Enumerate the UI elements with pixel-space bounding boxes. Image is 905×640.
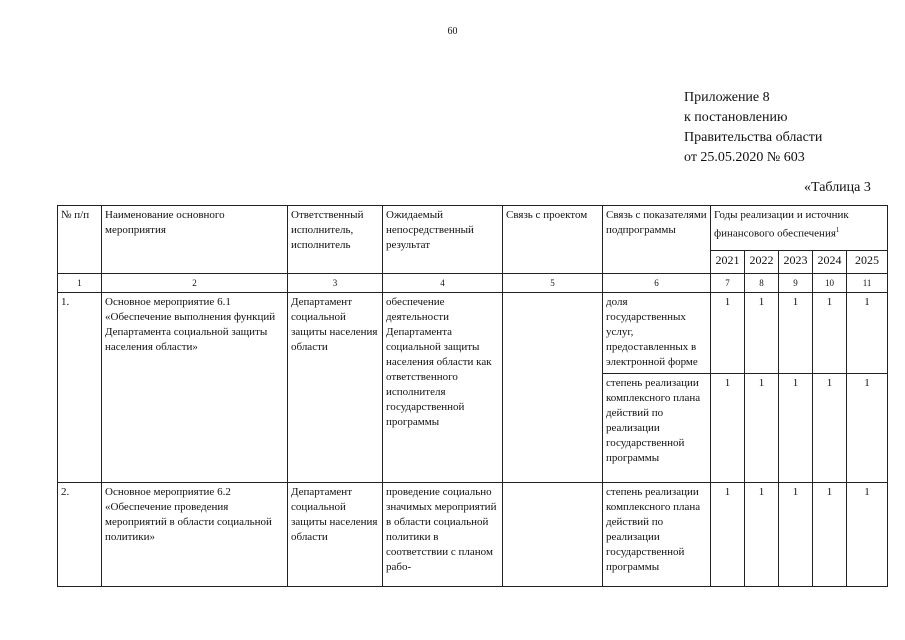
row-name: Основное мероприятие 6.1 «Обеспечение выполнения функций Департамента социальной защиты населения области» [102, 293, 288, 483]
header-years-group [711, 206, 888, 251]
header-name: Наименование основного мероприятия [102, 206, 288, 274]
column-number: 1 [58, 274, 102, 293]
page-number: 60 [447, 26, 458, 37]
header-result: Ожидаемый непосредственный результат [383, 206, 503, 274]
row-executor: Департамент социальной защиты населения области [288, 483, 383, 587]
row-result: проведение социально значимых мероприятий в области социальной политики в соответствии с планом рабо- [383, 483, 503, 587]
year-value: 1 [847, 483, 888, 587]
appendix-line: к постановлению [684, 110, 788, 125]
header-num: № п/п [58, 206, 102, 274]
row-indicator: доля государственных услуг, предоставленных в электронной форме [603, 293, 711, 374]
appendix-line: от 25.05.2020 № 603 [684, 150, 805, 165]
table-row [58, 293, 888, 374]
year-value: 1 [847, 374, 888, 483]
row-indicator: степень реализации комплексного плана действий по реализации государственной программы [603, 374, 711, 483]
year-value: 1 [711, 374, 745, 483]
column-number: 7 [711, 274, 745, 293]
row-name: Основное мероприятие 6.2 «Обеспечение проведения мероприятий в области социальной политики» [102, 483, 288, 587]
table-label: «Таблица 3 [804, 180, 871, 195]
appendix-heading [684, 88, 822, 168]
appendix-line: Правительства области [684, 130, 823, 145]
year-value: 1 [813, 483, 847, 587]
header-years-group-text: Годы реализации и источник финансового обеспечения [714, 209, 849, 240]
column-number: 3 [288, 274, 383, 293]
row-num: 1. [58, 293, 102, 483]
footnote-mark: 1 [835, 226, 840, 234]
year-value: 1 [813, 374, 847, 483]
year-value: 1 [813, 293, 847, 374]
year-value: 1 [745, 483, 779, 587]
year-value: 1 [711, 483, 745, 587]
year-value: 1 [847, 293, 888, 374]
measures-table [57, 205, 888, 587]
header-year: 2024 [813, 251, 847, 274]
column-number: 10 [813, 274, 847, 293]
table-row [58, 483, 888, 587]
header-row [58, 206, 888, 251]
appendix-line: Приложение 8 [684, 90, 770, 105]
header-project: Связь с проектом [503, 206, 603, 274]
year-value: 1 [745, 374, 779, 483]
column-number-row [58, 274, 888, 293]
row-indicator: степень реализации комплексного плана действий по реализации государственной программы [603, 483, 711, 587]
header-year: 2021 [711, 251, 745, 274]
column-number: 11 [847, 274, 888, 293]
row-num: 2. [58, 483, 102, 587]
year-value: 1 [779, 293, 813, 374]
year-value: 1 [711, 293, 745, 374]
header-year: 2025 [847, 251, 888, 274]
column-number: 2 [102, 274, 288, 293]
header-year: 2022 [745, 251, 779, 274]
row-result: обеспечение деятельности Департамента социальной защиты населения области как ответственного исполнителя государственной программы [383, 293, 503, 483]
year-value: 1 [779, 374, 813, 483]
header-indicator: Связь с показателями подпрограммы [603, 206, 711, 274]
row-project [503, 293, 603, 483]
column-number: 5 [503, 274, 603, 293]
column-number: 6 [603, 274, 711, 293]
header-year: 2023 [779, 251, 813, 274]
header-executor: Ответственный исполнитель, исполнитель [288, 206, 383, 274]
row-executor: Департамент социальной защиты населения области [288, 293, 383, 483]
column-number: 4 [383, 274, 503, 293]
year-value: 1 [745, 293, 779, 374]
row-project [503, 483, 603, 587]
column-number: 9 [779, 274, 813, 293]
column-number: 8 [745, 274, 779, 293]
year-value: 1 [779, 483, 813, 587]
